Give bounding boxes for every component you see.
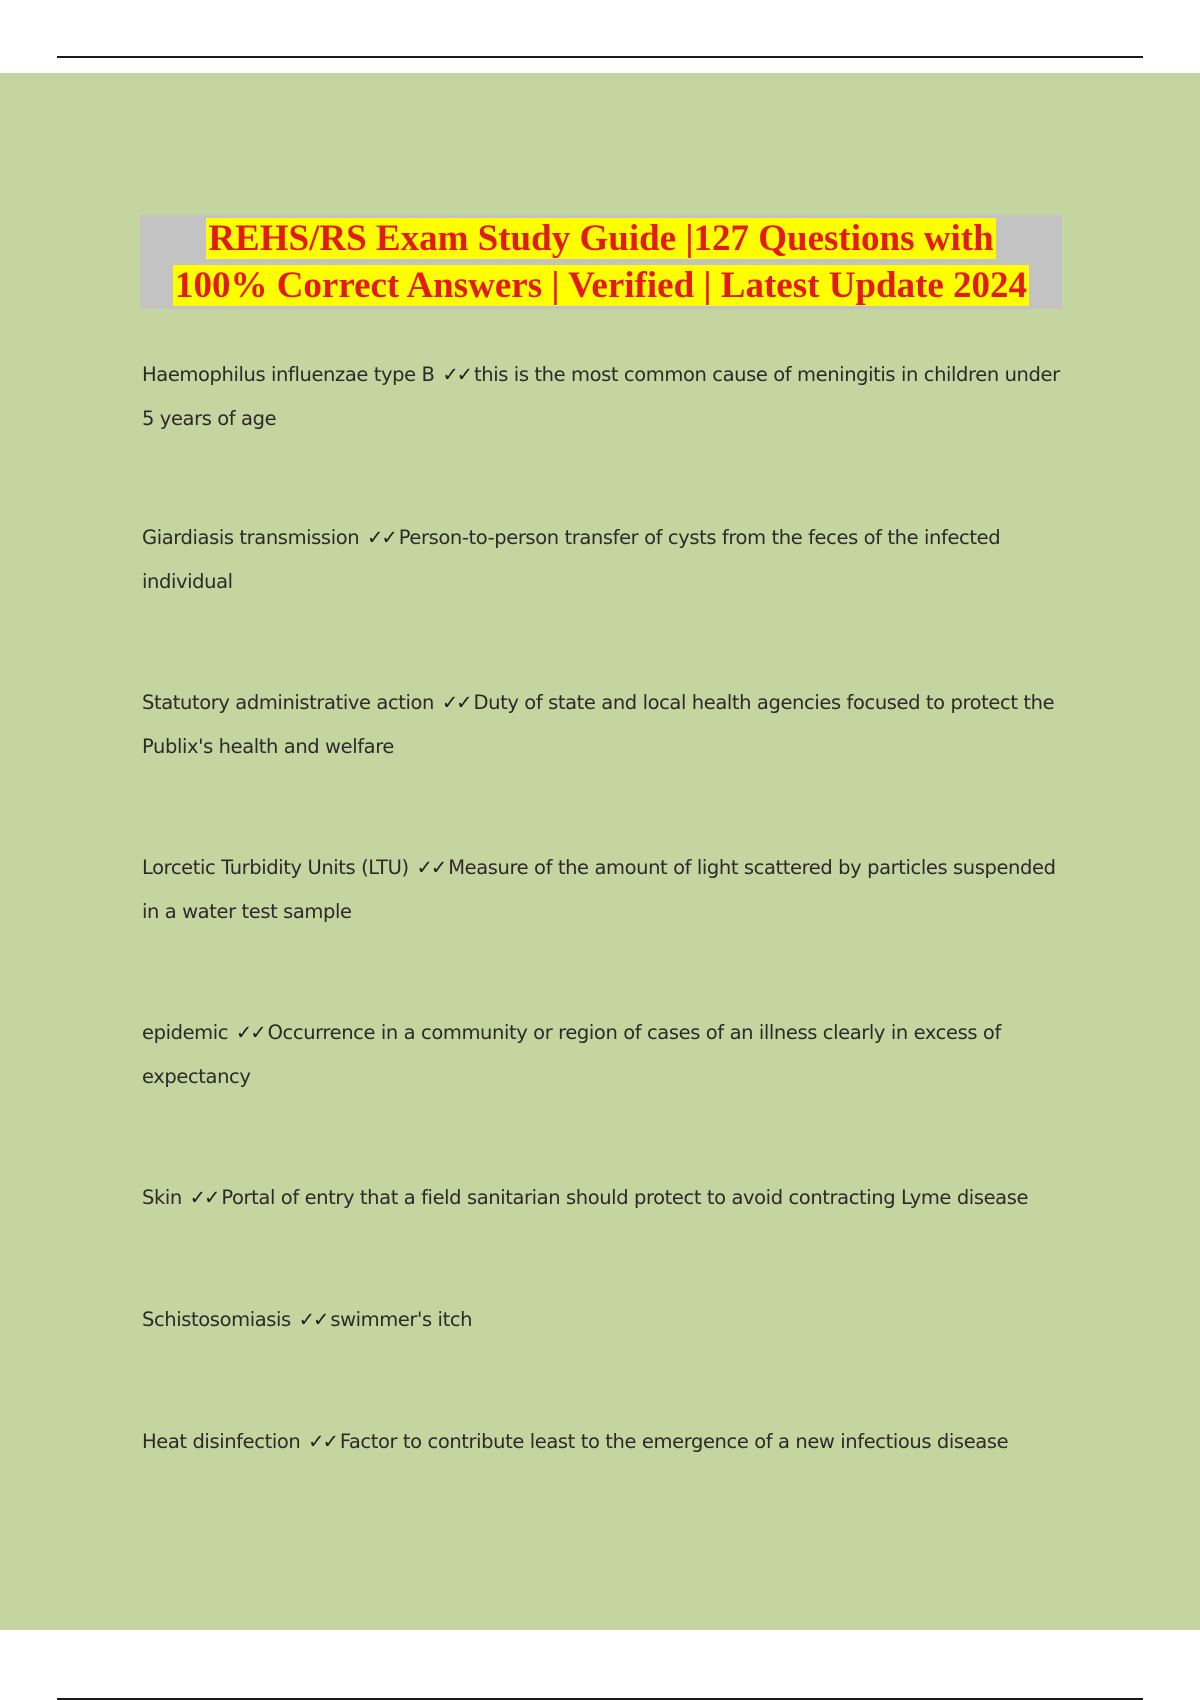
double-check-icon: ✓✓ xyxy=(416,856,446,879)
qa-answer: this is the most common cause of meningitis in children under 5 years of age xyxy=(142,363,1060,430)
qa-answer: swimmer's itch xyxy=(330,1308,473,1331)
qa-answer: Duty of state and local health agencies focused to protect the Publix's health and welfare xyxy=(142,691,1055,758)
qa-item xyxy=(142,1011,1072,1099)
double-check-icon: ✓✓ xyxy=(308,1430,337,1453)
qa-answer: Portal of entry that a field sanitarian should protect to avoid contracting Lyme disease xyxy=(221,1186,1029,1209)
qa-answer: Factor to contribute least to the emergence of a new infectious disease xyxy=(339,1430,1009,1453)
qa-item xyxy=(142,516,1072,604)
qa-term: epidemic xyxy=(142,1021,229,1044)
qa-item xyxy=(142,681,1072,769)
title-line-2 xyxy=(140,262,1062,309)
qa-term: Haemophilus influenzae type B xyxy=(142,363,435,386)
document-page xyxy=(0,73,1200,1630)
double-check-icon: ✓✓ xyxy=(442,363,472,386)
double-check-icon: ✓✓ xyxy=(441,691,471,714)
double-check-icon: ✓✓ xyxy=(235,1021,265,1044)
qa-item xyxy=(142,1176,1072,1220)
double-check-icon: ✓✓ xyxy=(189,1186,219,1209)
qa-item xyxy=(142,846,1072,934)
qa-answer: Measure of the amount of light scattered by particles suspended in a water test sample xyxy=(142,856,1056,923)
qa-term: Lorcetic Turbidity Units (LTU) xyxy=(142,856,409,879)
qa-term: Statutory administrative action xyxy=(142,691,435,714)
top-rule xyxy=(57,56,1143,58)
title-line-2-text: 100% Correct Answers | Verified | Latest Update 2024 xyxy=(174,265,1028,306)
title-line-1-text: REHS/RS Exam Study Guide |127 Questions with xyxy=(208,218,994,259)
qa-term: Skin xyxy=(142,1186,182,1209)
qa-term: Schistosomiasis xyxy=(142,1308,291,1331)
double-check-icon: ✓✓ xyxy=(367,526,396,549)
title-line-1 xyxy=(140,215,1062,262)
qa-term: Giardiasis transmission xyxy=(142,526,360,549)
double-check-icon: ✓✓ xyxy=(298,1308,328,1331)
qa-answer: Occurrence in a community or region of cases of an illness clearly in excess of expectancy xyxy=(142,1021,1001,1088)
qa-term: Heat disinfection xyxy=(142,1430,301,1453)
document-title xyxy=(140,215,1062,309)
qa-item xyxy=(142,353,1072,441)
qa-answer: Person-to-person transfer of cysts from the feces of the infected individual xyxy=(142,526,1001,593)
qa-item xyxy=(142,1420,1072,1464)
qa-item xyxy=(142,1298,1072,1342)
